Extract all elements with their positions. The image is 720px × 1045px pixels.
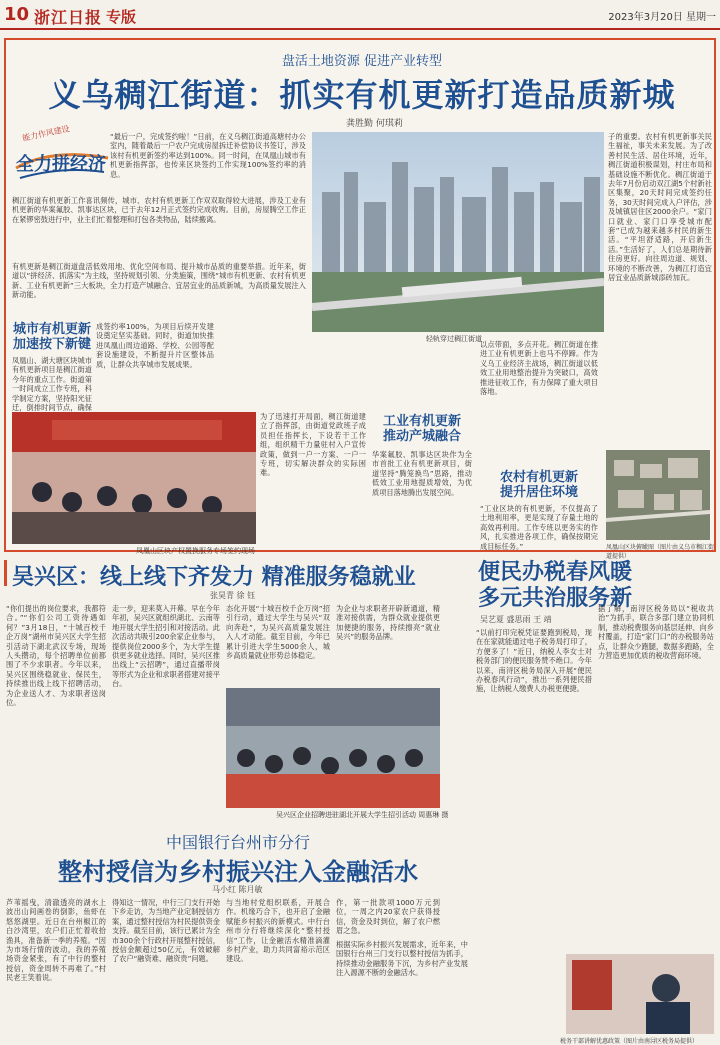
boc-col-3: 与当地村党组织联系，开展合作。机缘巧合下，也开启了金融赋能乡村振兴的新模式。中行台州市分行将继续深化“整村授信”工作，让金融活水精准滴灌乡村产业，助力共同富裕示范区建设。 — [226, 898, 330, 964]
badge-main-text: 全力拼经济 — [16, 154, 106, 175]
city-body: 凤凰山、湖大塘区块城市有机更新项目是稠江街道今年的重点工作。街道第一时间成立工作专班，科学制定方案，坚持阳光征迁，倒排时间节点，确保 — [12, 356, 92, 413]
signing-photo-caption: 凤凰山区块产权置换服务专场签约现场 — [136, 547, 255, 555]
boc-headline-small: 中国银行台州市分行 — [165, 833, 310, 852]
tax-col-2: 据了解，南浔区税务局以“税收共治”为抓手，联合多部门建立协同机制，推动税费服务向基层延伸、向乡村覆盖，打造“家门口”的办税服务站点，让群众少跑腿，数据多跑路，全力营造更加优质的税收营商环境。 — [598, 604, 714, 661]
boc-col-1: 芦苇摇曳，清澈透亮的湖水上波出山间画卷的倒影，鱼虾在悠悠湖里。近日在台州椒江的白沙湾里，农户们正忙着收拾渔具，准备新一季的养殖。“因为市场行情的波动，我的养殖场资金紧张，有了中行的整村授信，资金周转不再难了。”村民老王笑着说。 — [6, 898, 106, 983]
masthead — [0, 0, 720, 30]
issue-date: 2023年3月20日 星期一 — [608, 12, 716, 23]
city-photo — [312, 132, 604, 332]
aerial-view-image — [606, 450, 710, 540]
top-kicker: 盘活土地资源 促进产业转型 — [281, 54, 443, 69]
wuxing-col-2: 走一步，迎来莫入开幕。早在今年年初，吴兴区就组织湖北、云南等地开展大学生招引和对接活动。此次活动共吸引200余家企业参与，提供岗位2000多个，为大学生提供更多就业选择。同时，吴兴区推出线上“云招聘”，通过直播带岗等形式为企业和求职者搭建对接平台。 — [112, 604, 220, 689]
top-body-far-right: 子的重要。农村有机更新事关民生福祉，事关未来发展。为了改善村民生活、居住环境，近年，稠江街道积极谋划，村庄布局和基础设施不断优化。稠江街道于去年7月份启动双江湖5个村新社区集聚，20天时间完成签约任务，30天时间完成入户评估，涉及城镇居住区2000余户。“家门口就业、家门口享受城市配套”已成为越来越多村民的新生活。“平坦舒适路，开启新生活。”生活好了，人们总是期待新住房更好。向往周边道、规划、环境的不断改善，为稠江打造宜居宜业品质新城添砖加瓦。 — [608, 132, 712, 283]
page-number: 10 — [4, 4, 30, 25]
mid-body-2: 为了迅速打开局面，稠江街道建立了指挥部，由街道党政班子成员担任指挥长，下设若干工作组，组织精干力量驻村入户宣传政策，做到一户一方案、一户一专班，切实解决群众的实际困难。 — [260, 412, 366, 478]
wuxing-col-3: 态化开展“十城百校千企万岗”招引行动，通过大学生与吴兴“双向奔赴”，为吴兴高质量发展注入人才动能。截至目前，今年已累计引进大学生5000余人，城乡高质量就业形势总体稳定。 — [226, 604, 330, 661]
top-feature — [4, 38, 716, 560]
subhead-village: 农村有机更新 提升居住环境 — [499, 470, 578, 500]
wuxing-byline: 张昊青 徐 钰 — [210, 591, 256, 600]
badge-top-text: 能力作风建设 — [21, 124, 71, 143]
subhead-city: 城市有机更新 加速按下新键 — [12, 322, 91, 352]
top-byline: 龚胜勤 何琪莉 — [346, 119, 403, 129]
tax-headline: 便民办税春风暖 多元共治服务新 — [478, 560, 633, 611]
wuxing-col-4: 为企业与求职者开辟新通道，精准对接供需，为群众就业提供更加便捷的服务，持续擦亮“就业吴兴”的服务品牌。 — [336, 604, 440, 642]
signing-photo — [12, 412, 256, 544]
job-fair-caption: 吴兴区企业招聘进驻湖北开展大学生招引活动 周惠琳 摄 — [276, 811, 449, 819]
campaign-badge — [12, 124, 112, 192]
wuxing-col-1: “你们提出的岗位要求，我都符合。”“你们公司工资待遇如何？”3月18日，“十城百校千企万岗”湖州市吴兴区大学生招引活动下湖北武汉专场，现场人头攒动，每个招聘单位前都围了不少求职者。今年以来，吴兴区围绕稳就业、保民生，持续推出线上线下招聘活动，为企业送人才、为求职者送岗位。 — [6, 604, 106, 708]
tax-byline: 吴艺夏 盛思雨 王 靖 — [480, 615, 552, 624]
tax-photo-caption: 税务干部讲解优惠政策（图片由南浔区税务局提供） — [560, 1038, 699, 1045]
top-body-2: 有机更新是稠江街道盘活低效用地、优化空间布局、提升城市品质的重要举措。近年来，街道以“拼经济、抓落实”为主线，坚持规划引领、分类施策，围绕“城市有机更新、农村有机更新、工业有机更新”三大板块，全力打造产城融合、宜居宜业的品质新城，为高质量发展注入新动能。 — [12, 262, 306, 300]
edition-label: 专版 — [106, 8, 137, 26]
city-photo-caption: 轻轨穿过稠江街道 — [426, 335, 482, 343]
tax-office-image — [566, 954, 714, 1034]
aerial-photo — [606, 450, 710, 540]
right-body-1: 以点带面，多点开花。稠江街道在推进工业有机更新上也马不停蹄。作为义乌工业经济主战场，稠江街道以低效工业用地整治提升为突破口，高效推进征收工作，有力保障了重大项目落地。 — [480, 340, 598, 397]
aerial-photo-caption: 凤凰山区块俯瞰图（图片由义乌市稠江街道提供） — [606, 544, 715, 560]
job-fair-photo — [226, 688, 440, 808]
industry-body: 华案氟胶、凯事达区块作为全市首批工业有机更新项目，街道坚持“腾笼换鸟”思路，推动低效工业用地提质增效，为优质项目落地腾出发展空间。 — [372, 450, 472, 497]
newspaper-name: 浙江日报 — [34, 8, 103, 27]
boc-headline: 整村授信为乡村振兴注入金融活水 — [58, 858, 418, 886]
boc-col-5: 根据实际乡村振兴发展需求，近年来，中国银行台州三门支行以整村授信为抓手，持续推动金融服务下沉，为乡村产业发展注入源源不断的金融活水。 — [336, 940, 468, 978]
boc-byline: 马小红 陈月敏 — [212, 885, 263, 894]
boc-col-4: 作，第一批款项1000万元到位，一周之内20家农户获得授信，资金及时到位，解了农户燃眉之急。 — [336, 898, 440, 936]
wuxing-headline: 吴兴区：线上线下齐发力 精准服务稳就业 — [12, 565, 416, 590]
top-headline: 义乌稠江街道：抓实有机更新打造品质新城 — [48, 76, 676, 114]
city-body-cont: 成签约率100%，为项目后续开发建设奠定坚实基础。同时，街道加快推进凤凰山周边道路、学校、公园等配套设施建设，不断提升片区整体品质，让群众共享城市发展成果。 — [96, 322, 214, 369]
boc-col-2: 得知这一情况，中行三门支行开始下乡走访，为当地产业定制授信方案，通过整村授信为村民提供资金支持。截至目前，该行已累计为全市300余个行政村开展整村授信，授信金额超过50亿元，有效破解了农户“融资难、融资贵”问题。 — [112, 898, 220, 964]
top-body-1: 稠江街道有机更新工作喜讯频传，城市、农村有机更新工作双双取得较大进展，涉及工业有机更新的华案氟胶、凯事达区块，已于去年12月正式签约完成收购。目前，房屋腾空工作正在紧锣密鼓进行中，业主们忙着整理和打包各类物品，陆续搬离。 — [12, 196, 306, 224]
job-fair-image — [226, 688, 440, 808]
signing-hall-image — [12, 412, 256, 544]
right-body-2: “工业区块的有机更新，不仅提高了土地利用率，更是实现了存量土地的高效再利用。工作专班以更务实的作风，扎实推进各项工作，确保按期完成目标任务。” — [480, 504, 598, 551]
top-lead: “最后一户，完成签约啦！”日前，在义乌稠江街道高塘村办公室内，随着最后一户农户完成房屋拆迁补偿协议书签订，涉及该村有机更新签约率达到100%。同一时间，在凤凰山城市有机更新指挥部，也传来区块签约工作实现100%签约率的消息。 — [110, 132, 306, 179]
section-marker — [4, 560, 7, 586]
subhead-industry: 工业有机更新 推动产城融合 — [382, 414, 461, 444]
tax-photo — [566, 954, 714, 1034]
city-skyline-image — [312, 132, 604, 332]
tax-col-1: “以前打印完税凭证要跑到税局，现在在家就能通过电子税务局打印了，方便多了！”近日，纳税人李女士对税务部门的便民服务赞不绝口。今年以来，南浔区税务局深入开展“便民办税春风行动”，推出一系列便民措施，让纳税人缴费人办税更便捷。 — [476, 628, 592, 694]
